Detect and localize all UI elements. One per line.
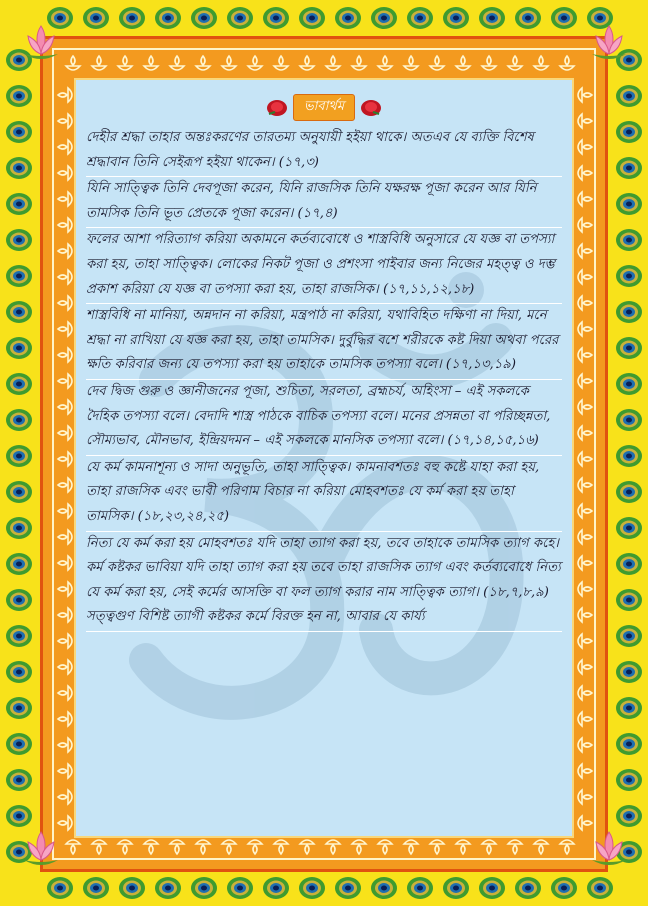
diya-lamp-icon [114, 836, 136, 858]
diya-lamp-icon [348, 52, 370, 74]
diya-lamp-icon [54, 526, 76, 548]
diya-lamp-icon [54, 656, 76, 678]
diya-lamp-icon [166, 52, 188, 74]
diya-lamp-icon [140, 52, 162, 74]
diya-lamp-icon [218, 52, 240, 74]
diya-lamp-icon [574, 370, 596, 392]
paragraph: যে কর্ম কামনাশূন্য ও সাদা অনুভূতি, তাহা সাত্ত্বিক। কামনাবশতঃ বহু কষ্টে যাহা করা হয়, তাহা রাজসিক এবং ভাবী পরিণাম বিচার না করিয়া মোহবশতঃ যে কর্ম করা হয় তাহা তামসিক। (১৮,২৩,২৪,২৫) [86, 456, 562, 532]
diya-lamp-icon [556, 836, 578, 858]
peacock-feather-icon [614, 441, 644, 471]
diya-lamp-icon [574, 266, 596, 288]
peacock-feather-icon [614, 549, 644, 579]
diya-lamp-icon [62, 52, 84, 74]
paragraph: শাস্ত্রবিধি না মানিয়া, অন্নদান না করিয়া, মন্ত্রপাঠ না করিয়া, যথাবিহিত দক্ষিণা না দিয়া, মনে শ্রদ্ধা না রাখিয়া যে যজ্ঞ করা হয়, তাহা তামসিক। দুর্বুদ্ধির বশে শরীরকে কষ্ট দিয়া অথবা পরের ক্ষতি করিবার জন্য যে তপস্যা করা হয় তাহাকে তামসিক তপস্যা বলে। (১৭,১৩,১৯) [86, 304, 562, 380]
diya-lamp-icon [574, 734, 596, 756]
diya-lamp-icon [54, 708, 76, 730]
diya-lamp-icon [88, 52, 110, 74]
peacock-feather-icon [614, 333, 644, 363]
diya-lamp-icon [504, 52, 526, 74]
text-body [86, 126, 562, 632]
peacock-feather-icon [4, 405, 34, 435]
diya-lamp-icon [574, 344, 596, 366]
peacock-feather-icon [614, 657, 644, 687]
peacock-feather-icon [614, 693, 644, 723]
diya-lamp-icon [54, 786, 76, 808]
peacock-feather-icon [4, 333, 34, 363]
diya-lamp-icon [54, 84, 76, 106]
peacock-feather-icon [4, 441, 34, 471]
diya-lamp-icon [296, 836, 318, 858]
peacock-feather-icon [4, 729, 34, 759]
peacock-feather-icon [4, 81, 34, 111]
diya-lamp-icon [54, 110, 76, 132]
paragraph: যিনি সাত্ত্বিক তিনি দেবপূজা করেন, যিনি রাজসিক তিনি যক্ষরক্ষ পূজা করেন আর যিনি তামসিক তিনি ভূত প্রেতকে পূজা করেন। (১৭,৪) [86, 177, 562, 228]
diya-lamp-icon [54, 760, 76, 782]
diya-lamp-icon [54, 552, 76, 574]
peacock-feather-icon [4, 477, 34, 507]
diya-lamp-icon [530, 836, 552, 858]
diya-lamp-icon [54, 396, 76, 418]
peacock-feather-icon [614, 117, 644, 147]
peacock-feather-icon [549, 3, 579, 33]
paragraph: ফলের আশা পরিত্যাগ করিয়া অকামনে কর্তব্যবোধে ও শাস্ত্রবিধি অনুসারে যে যজ্ঞ বা তপস্যা করা হয়, তাহা সাত্ত্বিক। লোকের নিকট পূজা ও প্রশংসা পাইবার জন্য নিজের মহত্ত্ব ও দম্ভ প্রকাশ করিয়া যে যজ্ঞ বা তপস্যা করা হয়, তাহা রাজসিক। (১৭,১১,১২,১৮) [86, 228, 562, 304]
diya-lamp-icon [574, 682, 596, 704]
diya-lamp-icon [54, 188, 76, 210]
peacock-feather-icon [189, 873, 219, 903]
diya-lamp-icon [426, 52, 448, 74]
diya-lamp-icon [574, 110, 596, 132]
peacock-feather-icon [369, 873, 399, 903]
peacock-feather-icon [614, 477, 644, 507]
diya-lamp-icon [574, 422, 596, 444]
diya-lamp-icon [54, 318, 76, 340]
lotus-corner-icon [586, 826, 632, 868]
diya-lamp-icon [574, 760, 596, 782]
peacock-feather-icon [614, 513, 644, 543]
diya-lamp-icon [374, 836, 396, 858]
diya-lamp-icon [54, 500, 76, 522]
peacock-feather-icon [4, 549, 34, 579]
diya-lamp-icon [574, 188, 596, 210]
diya-lamp-icon [54, 292, 76, 314]
diya-lamp-icon [140, 836, 162, 858]
peacock-feather-icon [333, 873, 363, 903]
peacock-feather-icon [4, 369, 34, 399]
lotus-corner-icon [18, 20, 64, 62]
diya-lamp-icon [54, 422, 76, 444]
peacock-feather-icon [614, 405, 644, 435]
peacock-feather-icon [117, 3, 147, 33]
diya-lamp-icon [452, 52, 474, 74]
peacock-feather-icon [153, 873, 183, 903]
diya-lamp-icon [452, 836, 474, 858]
diya-lamp-icon [54, 266, 76, 288]
diya-lamp-icon [244, 52, 266, 74]
peacock-feather-icon [614, 585, 644, 615]
peacock-feather-icon [4, 621, 34, 651]
diya-lamp-icon [574, 84, 596, 106]
peacock-feather-icon [4, 657, 34, 687]
peacock-feather-icon [513, 3, 543, 33]
diya-lamp-icon [322, 836, 344, 858]
peacock-feather-icon [225, 873, 255, 903]
diya-lamp-icon [530, 52, 552, 74]
peacock-feather-icon [405, 873, 435, 903]
diya-lamp-icon [54, 448, 76, 470]
diya-lamp-icon [218, 836, 240, 858]
peacock-feather-icon [153, 3, 183, 33]
peacock-feather-icon [117, 873, 147, 903]
page-title: ভাবার্থম [293, 94, 355, 121]
peacock-feather-icon [297, 873, 327, 903]
diya-lamp-icon [54, 344, 76, 366]
diya-lamp-icon [374, 52, 396, 74]
diya-lamp-icon [192, 52, 214, 74]
peacock-feather-icon [261, 3, 291, 33]
diya-lamp-icon [270, 52, 292, 74]
peacock-feather-icon [261, 873, 291, 903]
diya-lamp-icon [88, 836, 110, 858]
diya-lamp-icon [54, 136, 76, 158]
diya-lamp-icon [114, 52, 136, 74]
diya-lamp-icon [574, 578, 596, 600]
peacock-feather-icon [614, 81, 644, 111]
paragraph: দেব দ্বিজ গুরু ও জ্ঞানীজনের পূজা, শুচিতা, সরলতা, ব্রহ্মচর্য, অহিংসা – এই সকলকে দৈহিক তপস্যা বলে। বেদাদি শাস্ত্র পাঠকে বাচিক তপস্যা বলে। মনের প্রসন্নতা বা পরিচ্ছন্নতা, সৌম্যভাব, মৌনভাব, ইন্দ্রিয়দমন – এই সকলকে মানসিক তপস্যা বলে। (১৭,১৪,১৫,১৬) [86, 380, 562, 456]
diya-lamp-icon [400, 52, 422, 74]
diya-lamp-icon [574, 318, 596, 340]
diya-lamp-icon [574, 552, 596, 574]
peacock-feather-icon [225, 3, 255, 33]
diya-lamp-icon [426, 836, 448, 858]
diya-lamp-icon [574, 396, 596, 418]
diya-lamp-icon [574, 448, 596, 470]
peacock-feather-icon [4, 585, 34, 615]
peacock-feather-icon [614, 297, 644, 327]
diya-lamp-icon [54, 240, 76, 262]
peacock-feather-icon [614, 189, 644, 219]
lotus-corner-icon [18, 826, 64, 868]
diya-lamp-icon [54, 474, 76, 496]
rose-icon [359, 98, 383, 118]
diya-lamp-icon [54, 630, 76, 652]
peacock-feather-icon [614, 153, 644, 183]
diya-lamp-icon [400, 836, 422, 858]
diya-lamp-icon [574, 708, 596, 730]
diya-lamp-icon [54, 162, 76, 184]
diya-lamp-icon [574, 656, 596, 678]
diya-lamp-icon [348, 836, 370, 858]
diya-lamp-icon [54, 604, 76, 626]
peacock-feather-icon [441, 3, 471, 33]
diya-lamp-icon [574, 526, 596, 548]
title-bar [76, 94, 572, 121]
peacock-feather-icon [4, 693, 34, 723]
peacock-feather-icon [4, 225, 34, 255]
content-panel [74, 78, 574, 838]
diya-lamp-icon [244, 836, 266, 858]
diya-lamp-icon [574, 630, 596, 652]
peacock-feather-icon [369, 3, 399, 33]
peacock-feather-icon [4, 189, 34, 219]
peacock-feather-icon [441, 873, 471, 903]
peacock-feather-icon [549, 873, 579, 903]
peacock-feather-icon [81, 3, 111, 33]
peacock-feather-icon [4, 765, 34, 795]
lotus-corner-icon [586, 20, 632, 62]
diya-lamp-icon [504, 836, 526, 858]
diya-lamp-icon [574, 604, 596, 626]
peacock-feather-icon [189, 3, 219, 33]
diya-lamp-icon [574, 474, 596, 496]
diya-lamp-icon [556, 52, 578, 74]
peacock-feather-icon [4, 513, 34, 543]
diya-lamp-icon [478, 52, 500, 74]
diya-lamp-icon [62, 836, 84, 858]
diya-lamp-icon [54, 214, 76, 236]
diya-lamp-icon [478, 836, 500, 858]
peacock-feather-icon [614, 261, 644, 291]
peacock-feather-icon [4, 261, 34, 291]
peacock-feather-icon [477, 3, 507, 33]
diya-lamp-icon [574, 162, 596, 184]
peacock-feather-icon [81, 873, 111, 903]
rose-icon [265, 98, 289, 118]
diya-lamp-icon [54, 682, 76, 704]
peacock-feather-icon [614, 729, 644, 759]
peacock-feather-icon [45, 873, 75, 903]
peacock-feather-icon [614, 621, 644, 651]
peacock-feather-icon [4, 153, 34, 183]
peacock-feather-icon [614, 369, 644, 399]
diya-lamp-icon [574, 240, 596, 262]
diya-lamp-icon [54, 734, 76, 756]
diya-lamp-icon [574, 786, 596, 808]
diya-lamp-icon [322, 52, 344, 74]
diya-lamp-icon [166, 836, 188, 858]
peacock-feather-icon [477, 873, 507, 903]
peacock-feather-icon [333, 3, 363, 33]
peacock-feather-icon [405, 3, 435, 33]
peacock-feather-icon [513, 873, 543, 903]
diya-lamp-icon [574, 214, 596, 236]
diya-lamp-icon [54, 578, 76, 600]
diya-lamp-icon [270, 836, 292, 858]
diya-lamp-icon [296, 52, 318, 74]
peacock-feather-icon [297, 3, 327, 33]
paragraph: দেহীর শ্রদ্ধা তাহার অন্তঃকরণের তারতম্য অনুযায়ী হইয়া থাকে। অতএব যে ব্যক্তি বিশেষ শ্রদ্ধাবান তিনি সেইরূপ হইয়া থাকেন। (১৭,৩) [86, 126, 562, 177]
peacock-feather-icon [614, 225, 644, 255]
diya-lamp-icon [574, 136, 596, 158]
diya-lamp-icon [574, 500, 596, 522]
peacock-feather-icon [4, 297, 34, 327]
diya-lamp-icon [54, 370, 76, 392]
diya-lamp-icon [192, 836, 214, 858]
peacock-feather-icon [4, 117, 34, 147]
peacock-feather-icon [585, 873, 615, 903]
peacock-feather-icon [614, 765, 644, 795]
paragraph: নিত্য যে কর্ম করা হয় মোহবশতঃ যদি তাহা ত্যাগ করা হয়, তবে তাহাকে তামসিক ত্যাগ কহে। কর্ম কষ্টকর ভাবিয়া যদি তাহা ত্যাগ করা হয় তবে তাহা রাজসিক ত্যাগ এবং কর্তব্যবোধে নিত্য যে কর্ম করা হয়, সেই কর্মের আসক্তি বা ফল ত্যাগ করার নাম সাত্ত্বিক ত্যাগ। (১৮,৭,৮,৯) সত্ত্বগুণ বিশিষ্ট ত্যাগী কষ্টকর কর্মে বিরক্ত হন না, আবার যে কার্য্য [86, 532, 562, 632]
diya-lamp-icon [574, 292, 596, 314]
